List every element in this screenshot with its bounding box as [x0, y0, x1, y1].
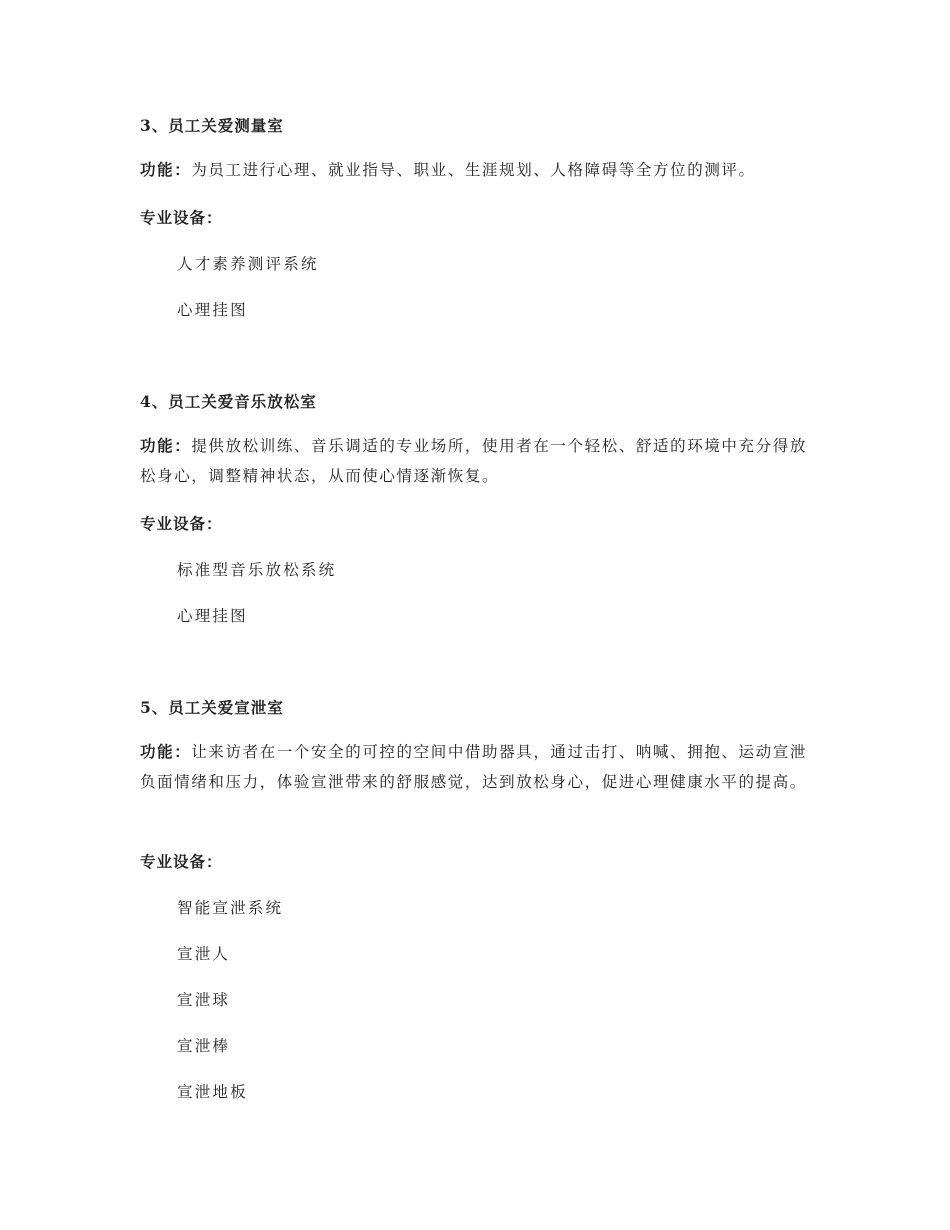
function-label: 功能：: [140, 160, 192, 179]
equipment-item: 宣泄地板: [177, 1083, 248, 1101]
function-text: 提供放松训练、音乐调适的专业场所，使用者在一个轻松、舒适的环境中充分得放松身心，调整精神状态，从而使心情逐渐恢复。: [140, 437, 807, 485]
section-heading: 4、员工关爱音乐放松室: [140, 392, 317, 411]
equipment-item: 宣泄球: [177, 991, 231, 1009]
function-text: 让来访者在一个安全的可控的空间中借助器具，通过击打、呐喊、拥抱、运动宣泄负面情绪和压力，体验宣泄带来的舒服感觉，达到放松身心，促进心理健康水平的提高。: [140, 743, 807, 791]
equipment-label: 专业设备：: [140, 208, 223, 227]
section-heading: 3、员工关爱测量室: [140, 116, 284, 135]
equipment-item: 人才素养测评系统: [177, 255, 319, 273]
function-paragraph: [140, 431, 810, 491]
equipment-item: 心理挂图: [177, 301, 248, 319]
equipment-label: 专业设备：: [140, 514, 223, 533]
equipment-label: 专业设备：: [140, 852, 223, 871]
equipment-item: 智能宣泄系统: [177, 899, 284, 917]
equipment-item: 宣泄棒: [177, 1037, 231, 1055]
function-paragraph: [140, 155, 810, 185]
equipment-item: 标准型音乐放松系统: [177, 561, 337, 579]
function-label: 功能：: [140, 742, 192, 761]
function-paragraph: [140, 737, 810, 797]
function-label: 功能：: [140, 436, 192, 455]
equipment-item: 心理挂图: [177, 607, 248, 625]
function-text: 为员工进行心理、就业指导、职业、生涯规划、人格障碍等全方位的测评。: [191, 161, 756, 179]
section-heading: 5、员工关爱宣泄室: [140, 698, 284, 717]
equipment-item: 宣泄人: [177, 945, 231, 963]
